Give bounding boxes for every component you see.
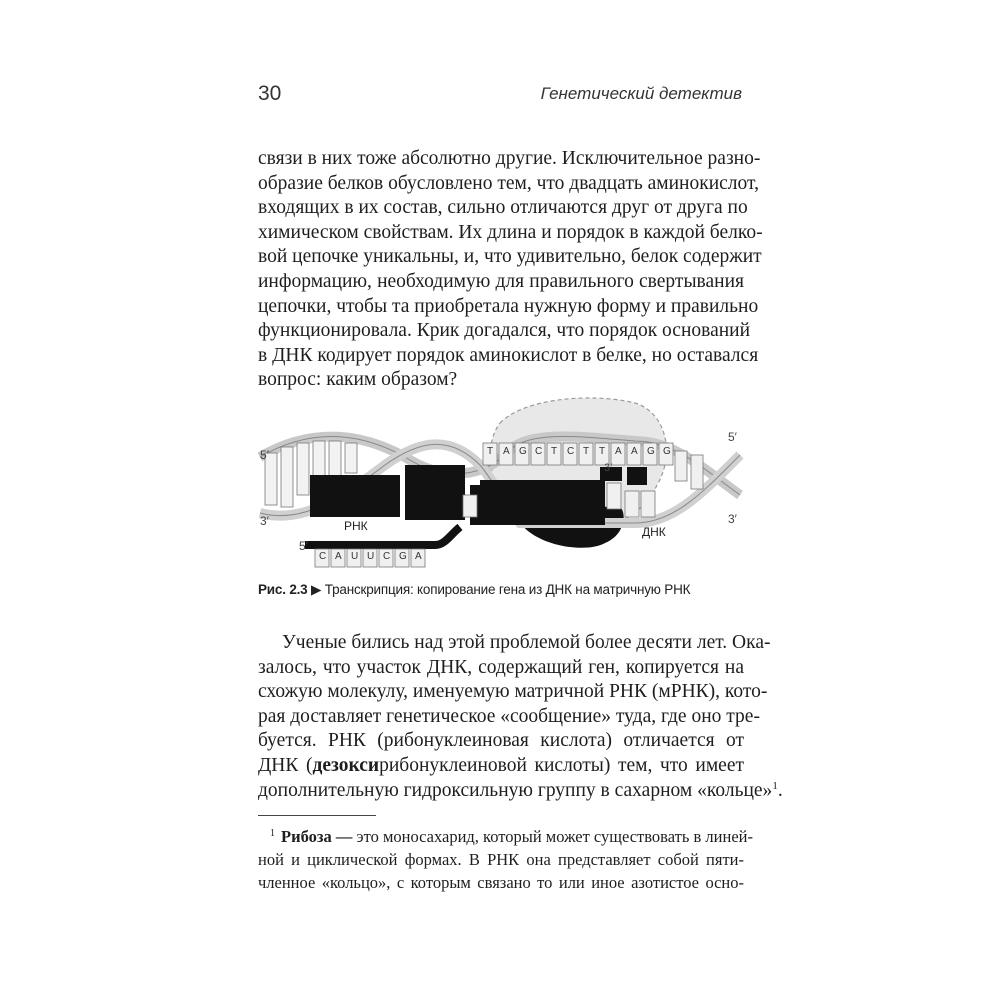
base-letter: G: [663, 446, 671, 457]
base-letter: T: [599, 446, 606, 457]
text-line: связи в них тоже абсолютно другие. Исключительное разно-: [258, 148, 761, 169]
text-span: рибонуклеиновой кислоты) тем, что имеет: [379, 754, 744, 776]
base-letter: C: [535, 446, 543, 457]
text-line: функционировала. Крик догадался, что порядок оснований: [258, 320, 751, 342]
label-3prime-right: 3′: [728, 512, 737, 526]
label-3prime-left: 3′: [260, 514, 269, 528]
text-line: химическом свойствам. Их длина и порядок в каждой белко-: [258, 221, 763, 243]
label-rna-5prime: 5′: [299, 539, 308, 553]
caption-text: Транскрипция: копирование гена из ДНК на матричную РНК: [324, 582, 691, 597]
base-letter: T: [551, 446, 558, 457]
figure-caption: [258, 582, 690, 598]
base-letter: G: [519, 446, 527, 457]
text-line: образие белков обусловлено тем, что двадцать аминокислот,: [258, 172, 759, 194]
caption-marker-icon: ▶: [311, 582, 322, 597]
text-span: это моносахарид, который может существовать в линей-: [352, 827, 753, 846]
text-line: [258, 779, 783, 804]
text-line: [258, 754, 744, 779]
caption-label: Рис. 2.3: [258, 582, 308, 597]
text-line: цепочки, чтобы та приобретала нужную форму и правильно: [258, 295, 759, 317]
page-number: 30: [258, 82, 282, 105]
text-line: Ученые бились над этой проблемой более десяти лет. Ока-: [282, 632, 771, 653]
base-letter: A: [615, 446, 622, 457]
footnote-rule: [258, 815, 376, 816]
base-letter: G: [399, 551, 407, 562]
label-rna-3prime: 3′: [604, 462, 613, 474]
text-line: схожую молекулу, именуемую матричной РНК (мРНК), кото-: [258, 681, 768, 703]
running-title: Генетический детектив: [540, 84, 742, 103]
base-letter: A: [503, 446, 510, 457]
rna-lower-strand: [305, 527, 460, 545]
base-letter: A: [631, 446, 638, 457]
base-letter: A: [415, 551, 422, 562]
text-line: вой цепочке уникальны, и, что удивительно, белок содержит: [258, 246, 762, 268]
base-letter: G: [647, 446, 655, 457]
footnote: [258, 826, 753, 894]
base-letter: T: [583, 446, 590, 457]
base-letter: C: [383, 551, 391, 562]
footnote-mark: 1: [270, 828, 275, 839]
text-line: входящих в их состав, сильно отличаются друг от друга по: [258, 197, 748, 219]
text-line: буется. РНК (рибонуклеиновая кислота) отличается от: [258, 730, 744, 752]
footnote-term: Рибоза —: [281, 827, 353, 846]
bold-term: дезокси: [312, 754, 380, 776]
text-line: информацию, необходимую для правильного свертывания: [258, 270, 744, 292]
footnote-line: [258, 826, 753, 849]
paragraph-1: [258, 147, 763, 393]
text-line: вопрос: каким образом?: [258, 369, 458, 391]
base-letter: U: [367, 551, 375, 562]
label-5prime-left: 5′: [260, 448, 269, 462]
label-rna: РНК: [344, 519, 368, 533]
text-span: дополнительную гидроксильную группу в сахарном «кольце»: [258, 779, 773, 801]
label-5prime-right: 5′: [728, 430, 737, 444]
base-letter: T: [487, 446, 494, 457]
text-span: ДНК (: [258, 754, 313, 776]
paragraph-2: [258, 631, 783, 803]
footnote-line: членное «кольцо», с которым связано то или иное азотистое осно-: [258, 872, 744, 892]
rna-strand-dark: [310, 475, 400, 517]
text-line: рая доставляет генетическое «сообщение» туда, где оно тре-: [258, 705, 760, 727]
text-line: в ДНК кодирует порядок аминокислот в белке, но оставался: [258, 344, 759, 366]
label-dna: ДНК: [642, 525, 666, 539]
footnote-line: ной и циклической формах. В РНК она представляет собой пяти-: [258, 849, 744, 869]
text-span: .: [777, 779, 783, 801]
base-letter: C: [567, 446, 575, 457]
base-letter: A: [335, 551, 342, 562]
base-letter: U: [351, 551, 359, 562]
transcription-figure: [255, 395, 745, 570]
base-letter: C: [319, 551, 327, 562]
text-line: залось, что участок ДНК, содержащий ген, копируется на: [258, 656, 744, 678]
footnote-ref[interactable]: 1: [772, 779, 778, 792]
